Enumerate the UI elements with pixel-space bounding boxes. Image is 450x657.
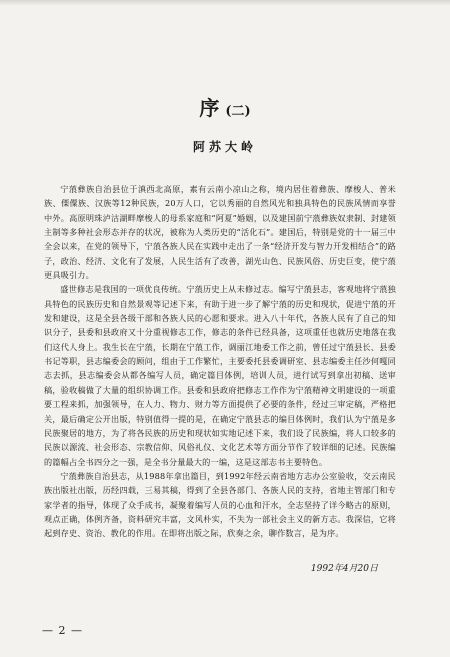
paragraph-2: 盛世修志是我国的一项优良传统。宁蒗历史上从未修过志。编写宁蒗县志，客观地将宁蒗独具特色的民族历史和自然景观等记述下来，有助于进一步了解宁蒗的历史和现状，促进宁蒗的开发和建设，这是全县各级干部和各族人民的心愿和要求。进入八十年代，各族人民有了自己的知识分子，县委和县政府又十分重视修志工作，修志的条件已经具备，这项重任也就历史地落在我们这代人身上。我生长在宁蒗，长期在宁蒗工作，调丽江地委工作之前，曾任过宁蒗县长、县委书记等职，县志编委会的顾问，组由于工作繁忙，主要委托县委调研室、县志编委主任沙何嘎同志去抓，县志编委会从都各编写人员，确定篇目体例，培训人员，进行试写到拿出初稿、送审稿，验收稿做了大量的组织协调工作。县委和县政府把修志工作作为宁蒗精神文明建设的一项重要工程来抓，加强领导，在人力、物力、财力等方面提供了必要的条件，经过三审定稿，严格把关，最后确定公开出版，特别值得一提的是，在确定宁蒗县志的编目体例时，我们认为宁蒗是多民族聚居的地方，为了将各民族的历史和现状如实地记述下来，我们设了民族编，将人口较多的民族以源流、社会形态、宗教信仰、风俗礼仪、文化艺术等方面分节作了较详细的记述。民族编的篇幅占全书四分之一强，是全书分量最大的一编，这是这部志书主要特色。 — [44, 284, 396, 467]
paragraph-1: 宁蒗彝族自治县位于滇西北高原，素有云南小凉山之称，境内居住着彝族、摩梭人、普米族、傈僳族、汉族等12种民族，20万人口，它以秀丽的自然风光和独具特色的民族风情而享誉中外。高原明珠泸沽湖畔摩梭人的母系家庭和“阿夏”婚姻，以及建国前宁蒗彝族奴隶制、封建领主制等多种社会形态并存的状况，被称为人类历史的“活化石”。建国后，特别是党的十一届三中全会以来，在党的领导下，宁蒗各族人民在实践中走出了一条“经济开发与智力开发相结合”的路子，政治、经济、文化有了发展，人民生活有了改善，湖光山色、民族风俗、历史巨变，使宁蒗更具吸引力。 — [44, 184, 396, 281]
scan-edge — [0, 0, 450, 6]
title-main: 序 — [199, 96, 222, 120]
page-number: — 2 — — [42, 624, 83, 637]
preface-title — [0, 92, 450, 121]
paragraph-3: 宁蒗彝族自治县志，从1988年拿出篇目，到1992年经云南省地方志办公室验收，交云南民族出版社出版，历经四载，三易其稿，得到了全县各部门、各族人民的支持，省地主管部门和专家学者的指导，体现了众手成书，凝聚着编写人员的心血和汗水，全志坚持了详今略古的原则，观点正确，体例齐备，资料研究丰富，文风朴实，不失为一部社会主义的新方志。我深信，它将起到存史、资治、教化的作用。在即将出版之际，欣奏之余，聊作数言，是为序。 — [44, 470, 396, 539]
signature-date: 1992年4月20日 — [310, 564, 378, 574]
title-sub: (二) — [225, 104, 251, 119]
author-name: 阿苏大岭 — [192, 140, 257, 154]
preface-body — [44, 182, 396, 541]
